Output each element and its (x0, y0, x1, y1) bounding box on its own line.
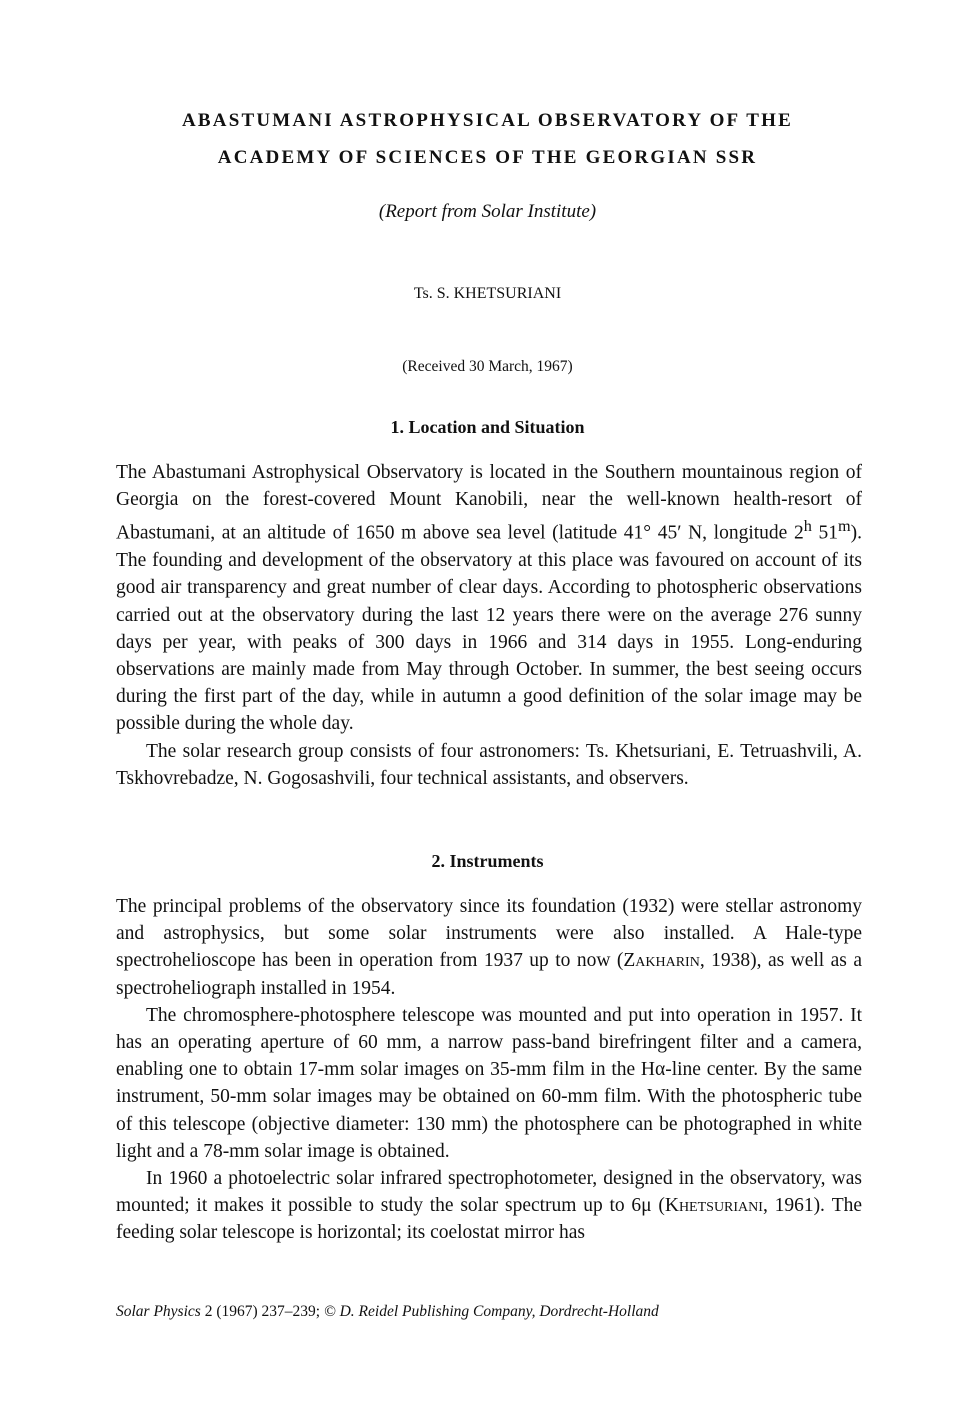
paragraph-location-text-a: The Abastumani Astrophysical Observatory is located in the Southern mountainous region of Georgia on the forest-covered Mount Kanobili, near the well-known health-resort of Abastumani, at an altitude of 1650 m above sea level (latitude 41° 45′ N, longitude 2 (116, 462, 862, 544)
footer-year-pages: (1967) 237–239; (216, 1303, 324, 1320)
paragraph-principal-problems-text-a: The principal problems of the observatory since its foundation (1932) were stellar astronomy and astrophysics, but some solar instruments were also installed. A Hale-type spectrohelioscope has been in operation from 1937 up to now ( (116, 896, 862, 972)
author-name: Ts. S. KHETSURIANI (413, 285, 562, 302)
paragraph-principal-problems (116, 893, 862, 1002)
paragraph-research-group: The solar research group consists of four astronomers: Ts. Khetsuriani, E. Tetruashvili, A. Tskhovrebadze, N. Gogosashvili, four technical assistants, and observers. (116, 740, 862, 789)
footer-journal-name: Solar Physics (116, 1303, 201, 1320)
paragraph-infrared-text-a: In 1960 a photoelectric solar infrared spectrophotometer, designed in the observatory, was mounted; it makes it possible to study the solar spectrum up to 6μ ( (116, 1168, 862, 1217)
citation-zakharin: Zakharin (623, 950, 700, 972)
article-title-line-2: ACADEMY OF SCIENCES OF THE GEORGIAN SSR (217, 147, 758, 168)
article-title-line-1: ABASTUMANI ASTROPHYSICAL OBSERVATORY OF THE (182, 110, 793, 131)
footer-publisher: © D. Reidel Publishing Company, Dordrecht-Holland (323, 1303, 659, 1320)
section-location-body (116, 459, 862, 792)
section-heading-location: 1. Location and Situation (390, 417, 585, 437)
article-subtitle: (Report from Solar Institute) (378, 201, 597, 222)
paragraph-location (116, 459, 862, 738)
citation-khetsuriani: Khetsuriani (664, 1195, 763, 1217)
paragraph-infrared-spectrophotometer (116, 1165, 862, 1247)
paragraph-principal-problems-text-b: , 1938), as well as a spectroheliograph installed in 1954. (116, 950, 862, 999)
received-date: (Received 30 March, 1967) (402, 358, 573, 375)
section-instruments-body (116, 893, 862, 1247)
paragraph-location-text-c: ). The founding and development of the observatory at this place was favoured on account of its good air transparency and great number of clear days. According to photospheric observations carried out at the observatory during the last 12 years there were on the average 276 sunny days per year, with peaks of 300 days in 1966 and 314 days in 1955. Long-enduring observations are mainly made from May through October. In summer, the best seeing occurs during the first part of the day, while in autumn a good definition of the solar image may be possible during the whole day. (116, 522, 862, 735)
minutes-superscript: m (837, 517, 851, 536)
paragraph-infrared-text-b: , 1961). The feeding solar telescope is horizontal; its coelostat mirror has (116, 1195, 863, 1244)
section-heading-instruments: 2. Instruments (431, 851, 544, 871)
hours-superscript: h (803, 517, 812, 536)
paragraph-chromosphere-telescope: The chromosphere-photosphere telescope was mounted and put into operation in 1957. It has an operating aperture of 60 mm, a narrow pass-band birefringent filter and a camera, enabling one to obtain 17-mm solar images on 35-mm film in the Hα-line center. By the same instrument, 50-mm solar images may be obtained on 60-mm film. With the photospheric tube of this telescope (objective diameter: 130 mm) the photosphere can be photographed in white light and a 78-mm solar image is obtained. (116, 1004, 862, 1162)
footer-volume: 2 (200, 1303, 217, 1320)
paragraph-location-text-b: 51 (811, 522, 838, 544)
page-footer-citation (116, 1304, 862, 1320)
